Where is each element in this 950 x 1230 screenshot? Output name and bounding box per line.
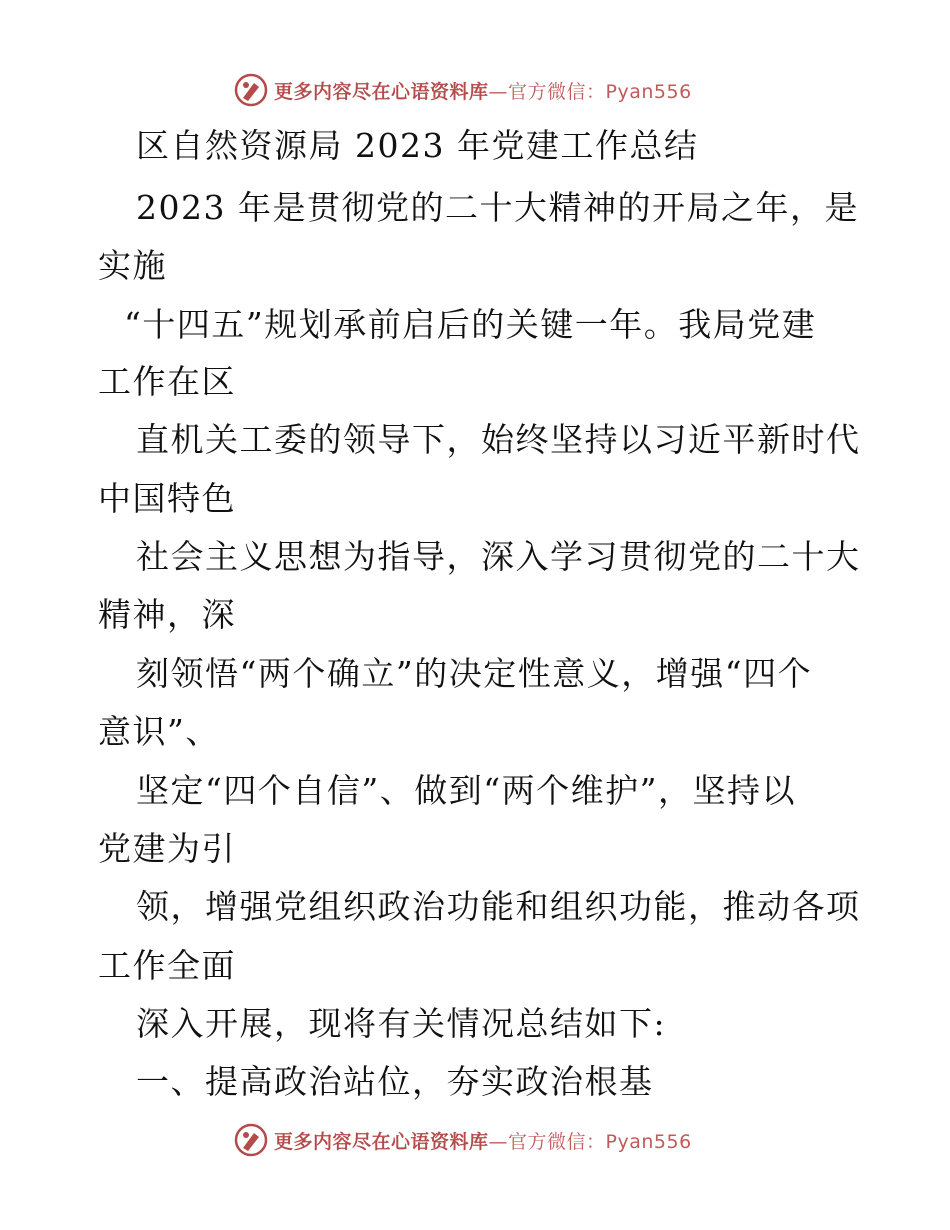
paragraph-line: 工作在区: [98, 362, 236, 401]
paragraph-line: 领，增强党组织政治功能和组织功能，推动各项: [136, 887, 861, 926]
document-title: 区自然资源局 2023 年党建工作总结: [136, 126, 699, 165]
paragraph-line: 党建为引: [98, 829, 236, 868]
watermark-contact: —官方微信：Pyan556: [488, 80, 692, 103]
brand-logo-icon: [234, 1123, 268, 1157]
paragraph-line: 中国特色: [98, 479, 236, 518]
paragraph-line: 直机关工委的领导下，始终坚持以习近平新时代: [136, 420, 861, 459]
paragraph-line: 实施: [98, 246, 167, 285]
watermark-brand: 更多内容尽在心语资料库: [274, 1130, 489, 1153]
paragraph-line: 意识”、: [98, 712, 220, 751]
watermark-footer: [234, 1120, 692, 1160]
brand-logo-icon: [234, 73, 268, 107]
watermark-brand: 更多内容尽在心语资料库: [274, 80, 489, 103]
section-heading: 一、提高政治站位，夯实政治根基: [136, 1062, 654, 1101]
paragraph-line: 坚定“四个自信”、做到“两个维护”，坚持以: [136, 771, 796, 810]
paragraph-line: 刻领悟“两个确立”的决定性意义，增强“四个: [136, 654, 813, 693]
watermark-contact: —官方微信：Pyan556: [488, 1130, 692, 1153]
paragraph-line: “十四五”规划承前启后的关键一年。我局党建: [124, 305, 817, 344]
paragraph-line: 工作全面: [98, 946, 236, 985]
paragraph-line: 2023 年是贯彻党的二十大精神的开局之年，是: [136, 188, 859, 227]
watermark-header: [234, 70, 692, 110]
watermark-text: [274, 77, 692, 104]
paragraph-line: 社会主义思想为指导，深入学习贯彻党的二十大: [136, 537, 861, 576]
paragraph-line: 精神，深: [98, 595, 236, 634]
paragraph-line: 深入开展，现将有关情况总结如下:: [136, 1004, 667, 1043]
watermark-text: [274, 1127, 692, 1154]
